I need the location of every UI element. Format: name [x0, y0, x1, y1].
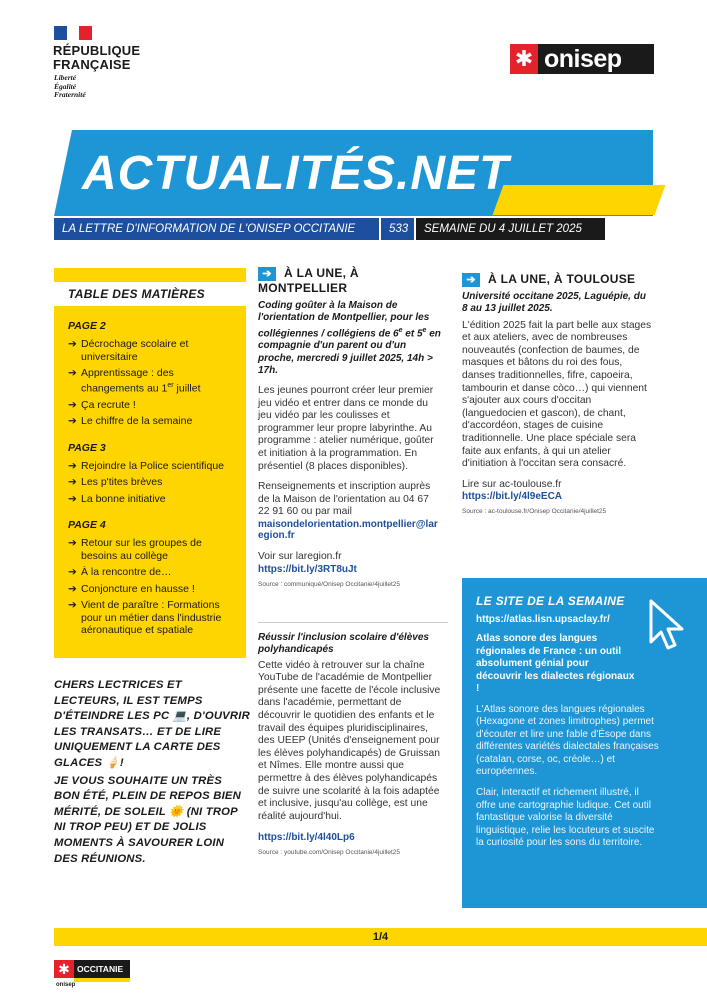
article-body: Cette vidéo à retrouver sur la chaîne YouTube de l'académie de Montpellier présente une facette de l'école inclusive dans l'académie, permettant de découvrir le quotidien des enfants et le travail des équipes pluridisciplinaires, des UEEP (Unités d'enseignement pour les élèves polyhandicapés) de Gruissan et Nîmes. Elle montre aussi que permettre à des élèves polyhandicapés de suivre une scolarité à la fois adaptée et inclusive, jusqu'au collège, est une réalité aujourd'hui. [258, 659, 441, 822]
republique-francaise-title: RÉPUBLIQUE FRANÇAISE [53, 43, 141, 72]
article-lede: Coding goûter à la Maison de l'orientation de Montpellier, pour les collégiennes / collégiens de 6e et 5e en compagnie d'un parent ou d'un proche, mercredi 9 juillet 2025, 14h > 17h. [258, 300, 441, 376]
toc-item[interactable]: ➔ À la rencontre de… [68, 566, 172, 578]
arrow-right-icon: ➔ [68, 338, 77, 350]
arrow-right-icon: ➔ [68, 582, 77, 595]
newsletter-subtitle: LA LETTRE D'INFORMATION DE L'ONISEP OCCITANIE [54, 218, 379, 240]
article-contact: Renseignements et inscription auprès de la Maison de l'orientation au 04 67 22 91 60 ou par mail [258, 481, 431, 518]
arrow-right-icon: ➔ [68, 566, 77, 578]
toc-page-label: PAGE 4 [68, 519, 106, 531]
french-flag [54, 26, 92, 40]
see-label: Voir sur laregion.fr [258, 551, 342, 563]
site-description: L'Atlas sonore des langues régionales (Hexagone et zones limitrophes) permet d'écouter et lire une fable d'Ésope dans différentes variétés dialectales françaises (catalan, corse, oc, créole…) et européennes. [476, 703, 659, 778]
article-link[interactable]: https://bit.ly/4l9eECA [462, 491, 563, 503]
see-label: Lire sur ac-toulouse.fr [462, 478, 562, 490]
site-url[interactable]: https://atlas.lisn.upsaclay.fr/ [476, 614, 610, 625]
onisep-star-icon: ✱ [514, 46, 534, 71]
subtitle-bar [54, 218, 605, 240]
toc-page-label: PAGE 2 [68, 320, 106, 332]
article-title: Réussir l'inclusion scolaire d'élèves polyhandicapés [258, 632, 429, 656]
article-lede: Université occitane 2025, Laguépie, du 8 au 13 juillet 2025. [462, 291, 646, 315]
montpellier-article [258, 266, 443, 588]
toc-item[interactable]: ➔ Le chiffre de la semaine [68, 415, 193, 427]
email-link[interactable]: maisondelorientation.montpellier@laregion.fr [258, 519, 438, 542]
page-number: 1/4 [54, 928, 707, 946]
site-title: LE SITE DE LA SEMAINE [476, 594, 625, 608]
toc-item[interactable]: ➔ Conjoncture en hausse ! [68, 582, 195, 595]
arrow-right-icon: ➔ [258, 267, 276, 281]
arrow-right-icon: ➔ [462, 273, 480, 287]
toc-title: TABLE DES MATIÈRES [54, 282, 246, 306]
arrow-right-icon: ➔ [68, 367, 77, 379]
arrow-right-icon: ➔ [68, 459, 77, 472]
article-source: Source : ac-toulouse.fr/Onisep Occitanie/4juillet25 [462, 508, 607, 516]
article-source: Source : youtube.com/Onisep Occitanie/4juillet25 [258, 849, 400, 857]
toc-item[interactable]: ➔ Ça recrute ! [68, 398, 136, 411]
article-body: L'édition 2025 fait la part belle aux stages et aux ateliers, avec de nombreuses nouveautés (confection de baumes, de masques et bâtons du roi des fous, danses traditionnelles, fifre, capoeira, tambourin et danse còco…) qui viennent s'ajouter aux cours d'occitan (languedocien et gascon), de chant, d'accordéon, stages de cuisine traditionnelle. Une place spéciale sera faite aux enfants, à qui un atelier d'initiation à l'occitan sera consacré. [462, 319, 652, 470]
article-body: Les jeunes pourront créer leur premier jeu vidéo et entrer dans ce monde du jeu vidéo par les coulisses et programmer leur propre labyrinthe. Au programme : atelier numérique, goûter et initiation à la programmation. En présentiel (8 places disponibles). [258, 385, 434, 472]
toc-item[interactable]: ➔ Retour sur les groupes de besoins au collège [68, 537, 202, 562]
divider [258, 622, 448, 623]
issue-number: 533 [381, 218, 414, 240]
article-source: Source : communiqué/Onisep Occitanie/4juillet25 [258, 580, 400, 588]
arrow-right-icon: ➔ [68, 415, 77, 427]
occitanie-logo: ✱ OCCITANIE onisep [54, 960, 130, 986]
toc-item[interactable]: ➔ Décrochage scolaire et universitaire [68, 338, 189, 363]
occitanie-cross-icon: ✱ [58, 960, 70, 977]
site-description: Clair, interactif et richement illustré, il offre une cartographie ludique. Cet outil fantastique valorise la diversité linguistique, relie les locuteurs et suscite la curiosité pour les sons du territoire. [476, 787, 655, 849]
toulouse-article [462, 272, 654, 515]
toc-item[interactable]: ➔ La bonne initiative [68, 492, 166, 505]
arrow-right-icon: ➔ [68, 492, 77, 505]
article-link[interactable]: https://bit.ly/4l40Lp6 [258, 832, 355, 844]
week-label: SEMAINE DU 4 JUILLET 2025 [416, 218, 605, 240]
arrow-right-icon: ➔ [68, 537, 77, 549]
toc-item[interactable]: ➔ Rejoindre la Police scientifique [68, 459, 224, 472]
toc-item[interactable]: ➔ Vient de paraître : Formations pour un métier dans l'industrie aéronautique et spatiale [68, 599, 222, 636]
article-link[interactable]: https://bit.ly/3RT8uJt [258, 563, 357, 575]
arrow-right-icon: ➔ [68, 599, 77, 611]
arrow-right-icon: ➔ [68, 398, 77, 411]
arrow-right-icon: ➔ [68, 476, 77, 488]
toc-item[interactable]: ➔ Les p'tites brèves [68, 476, 163, 488]
toc-item[interactable]: ➔ Apprentissage : des changements au 1er juillet [68, 367, 201, 394]
inclusion-article [258, 632, 443, 856]
toc-page-label: PAGE 3 [68, 441, 106, 454]
republique-motto: Liberté Égalité Fraternité [54, 73, 86, 99]
section-title: ➔ À LA UNE, À TOULOUSE [462, 272, 654, 287]
section-title: ➔ À LA UNE, À MONTPELLIER [258, 266, 359, 295]
cursor-icon [648, 598, 688, 654]
site-lede: Atlas sonore des langues régionales de France : un outil absolument génial pour découvrir les dialectes régionaux ! [476, 633, 635, 694]
editor-message: CHERS LECTRICES ET LECTEURS, IL EST TEMPS D'ÉTEINDRE LES PC 💻, D'OUVRIR LES TRANSATS… ET DE LIRE UNIQUEMENT LA CARTE DES GLACES 🍦! JE VOUS SOUHAITE UN TRÈS BON ÉTÉ, PLEIN DE REPOS BIEN MÉRITÉ, DE SOLEIL 🌞 (NI TROP NI TROP PEU) ET DE JOLIS MOMENTS À SAVOURER LOIN DES RÉUNIONS. [54, 679, 250, 865]
banner-accent [493, 185, 666, 215]
onisep-logo[interactable]: ✱ onisep [510, 44, 654, 74]
newsletter-title: ACTUALITÉS.NET [82, 147, 510, 200]
toc-list [68, 312, 238, 641]
